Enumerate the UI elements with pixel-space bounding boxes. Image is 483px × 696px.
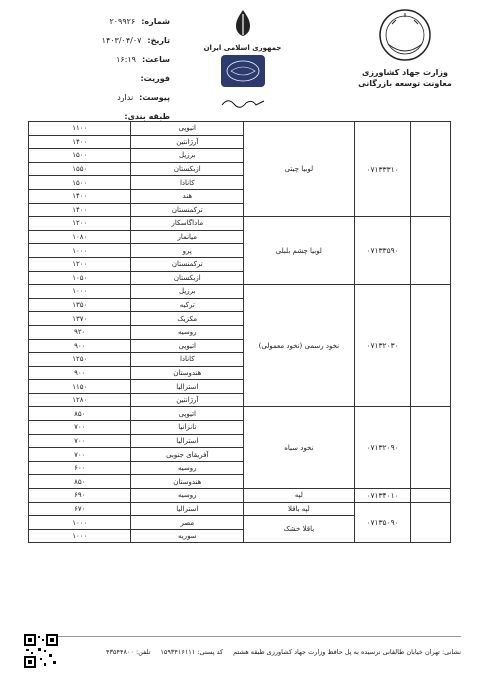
footer-phone: تلفن: ۴۳۵۴۴۸۰۰	[105, 648, 151, 656]
origin-country: هند	[131, 189, 244, 203]
origin-country: ترکمنستان	[131, 257, 244, 271]
price-value: ۹۰۰	[29, 339, 131, 353]
price-value: ۱۲۵۰	[29, 353, 131, 367]
origin-country: سوریه	[131, 529, 244, 543]
origin-country: ازبکستان	[131, 162, 244, 176]
product-name: نخود رسمی (نخود معمولی)	[244, 285, 355, 407]
price-value: ۱۰۰۰	[29, 516, 131, 530]
price-value: ۱۰۸۰	[29, 230, 131, 244]
tariff-code: ۰۷۱۳۴۰۱۰	[354, 489, 411, 503]
table-row	[29, 502, 451, 516]
price-value: ۸۵۰	[29, 475, 131, 489]
origin-country: مکزیک	[131, 312, 244, 326]
ministry-logo-icon	[378, 8, 432, 62]
price-value: ۱۱۰۰	[29, 122, 131, 136]
origin-country: اتیوپی	[131, 122, 244, 136]
origin-country: پرو	[131, 244, 244, 258]
price-value: ۹۲۰	[29, 325, 131, 339]
origin-country: استرالیا	[131, 380, 244, 394]
price-value: ۶۷۰	[29, 502, 131, 516]
product-name: لپه باقلا	[244, 502, 355, 516]
price-value: ۱۰۰۰	[29, 285, 131, 299]
origin-country: کانادا	[131, 353, 244, 367]
table-row	[29, 407, 451, 421]
product-name: لوبیا چشم بلبلی	[244, 217, 355, 285]
table-cell-spacer	[411, 407, 451, 489]
price-value: ۱۲۰۰	[29, 217, 131, 231]
origin-country: آرژانتین	[131, 135, 244, 149]
table-cell-spacer	[411, 285, 451, 407]
letter-meta	[30, 12, 170, 126]
origin-country: ترکمنستان	[131, 203, 244, 217]
origin-country: کانادا	[131, 176, 244, 190]
origin-country: میانمار	[131, 230, 244, 244]
state-emblem-block	[200, 8, 285, 113]
product-name: لپه	[244, 489, 355, 503]
meta-classification: طبقه بندی:	[124, 112, 170, 121]
price-value: ۱۴۰۰	[29, 203, 131, 217]
meta-attachment: پیوست: ندارد	[117, 93, 170, 102]
price-value: ۷۰۰	[29, 434, 131, 448]
origin-country: روسیه	[131, 489, 244, 503]
price-value: ۱۳۷۰	[29, 312, 131, 326]
origin-country: اتیوپی	[131, 339, 244, 353]
price-table	[28, 121, 451, 543]
price-value: ۱۰۰۰	[29, 529, 131, 543]
table-cell-spacer	[411, 122, 451, 217]
tariff-code: ۰۷۱۳۲۰۳۰	[354, 285, 411, 407]
table-row	[29, 217, 451, 231]
price-value: ۱۵۰۰	[29, 149, 131, 163]
meta-date: تاریخ: ۱۴۰۳/۰۴/۰۷	[101, 36, 170, 45]
price-value: ۱۲۸۰	[29, 393, 131, 407]
product-name: باقلا خشک	[244, 516, 355, 543]
price-table-body	[29, 122, 451, 543]
price-value: ۱۴۰۰	[29, 135, 131, 149]
origin-country: آفریقای جنوبی	[131, 448, 244, 462]
table-cell-spacer	[411, 217, 451, 285]
price-value: ۶۹۰	[29, 489, 131, 503]
origin-country: هندوستان	[131, 366, 244, 380]
country-name: جمهوری اسلامی ایران	[203, 44, 282, 52]
price-value: ۱۵۰۰	[29, 176, 131, 190]
origin-country: برزیل	[131, 285, 244, 299]
origin-country: روسیه	[131, 325, 244, 339]
table-row	[29, 285, 451, 299]
origin-country: ماداگاسکار	[131, 217, 244, 231]
table-row	[29, 489, 451, 503]
ministry-name: وزارت جهاد کشاورزی	[361, 68, 448, 77]
origin-country: برزیل	[131, 149, 244, 163]
table-row	[29, 122, 451, 136]
price-value: ۱۳۵۰	[29, 298, 131, 312]
origin-country: روسیه	[131, 461, 244, 475]
price-value: ۱۰۰۰	[29, 244, 131, 258]
origin-country: تانزانیا	[131, 421, 244, 435]
price-value: ۹۰۰	[29, 366, 131, 380]
price-value: ۷۰۰	[29, 421, 131, 435]
product-name: نخود سیاه	[244, 407, 355, 489]
origin-country: ترکیه	[131, 298, 244, 312]
price-value: ۸۵۰	[29, 407, 131, 421]
footer-address: نشانی: تهران خیابان طالقانی نرسیده به پل حافظ وزارت جهاد کشاورزی طبقه هشتم	[233, 648, 461, 656]
footer-divider	[28, 636, 461, 637]
footer	[81, 648, 461, 656]
footer-postal: کد پستی: ۱۵۹۳۴۱۶۱۱۱	[160, 648, 224, 656]
meta-number: شماره: ۲۰۹۹۲۶	[109, 17, 170, 26]
deputy-name: معاونت توسعه بازرگانی	[358, 79, 452, 88]
price-value: ۱۲۰۰	[29, 257, 131, 271]
stamp-seal-icon	[221, 55, 265, 87]
price-value: ۱۵۵۰	[29, 162, 131, 176]
price-value: ۱۴۰۰	[29, 189, 131, 203]
origin-country: استرالیا	[131, 434, 244, 448]
tariff-code: ۰۷۱۳۳۳۱۰	[354, 122, 411, 217]
origin-country: مصر	[131, 516, 244, 530]
origin-country: هندوستان	[131, 475, 244, 489]
origin-country: استرالیا	[131, 502, 244, 516]
qr-code-icon	[24, 634, 58, 668]
tariff-code: ۰۷۱۳۵۰۹۰	[354, 502, 411, 543]
origin-country: ازبکستان	[131, 271, 244, 285]
price-value: ۶۰۰	[29, 461, 131, 475]
signature-icon	[218, 95, 268, 109]
ministry-header	[345, 8, 465, 88]
iran-emblem-icon	[230, 8, 256, 38]
origin-country: آرژانتین	[131, 393, 244, 407]
origin-country: اتیوپی	[131, 407, 244, 421]
price-value: ۱۰۵۰	[29, 271, 131, 285]
table-cell-spacer	[411, 502, 451, 543]
tariff-code: ۰۷۱۳۲۰۹۰	[354, 407, 411, 489]
meta-time: ساعت: ۱۶:۱۹	[116, 55, 170, 64]
product-name: لوبیا چیتی	[244, 122, 355, 217]
price-value: ۱۱۵۰	[29, 380, 131, 394]
meta-urgency: فوریت:	[140, 74, 170, 83]
table-cell-spacer	[411, 489, 451, 503]
price-value: ۷۰۰	[29, 448, 131, 462]
tariff-code: ۰۷۱۳۳۵۹۰	[354, 217, 411, 285]
